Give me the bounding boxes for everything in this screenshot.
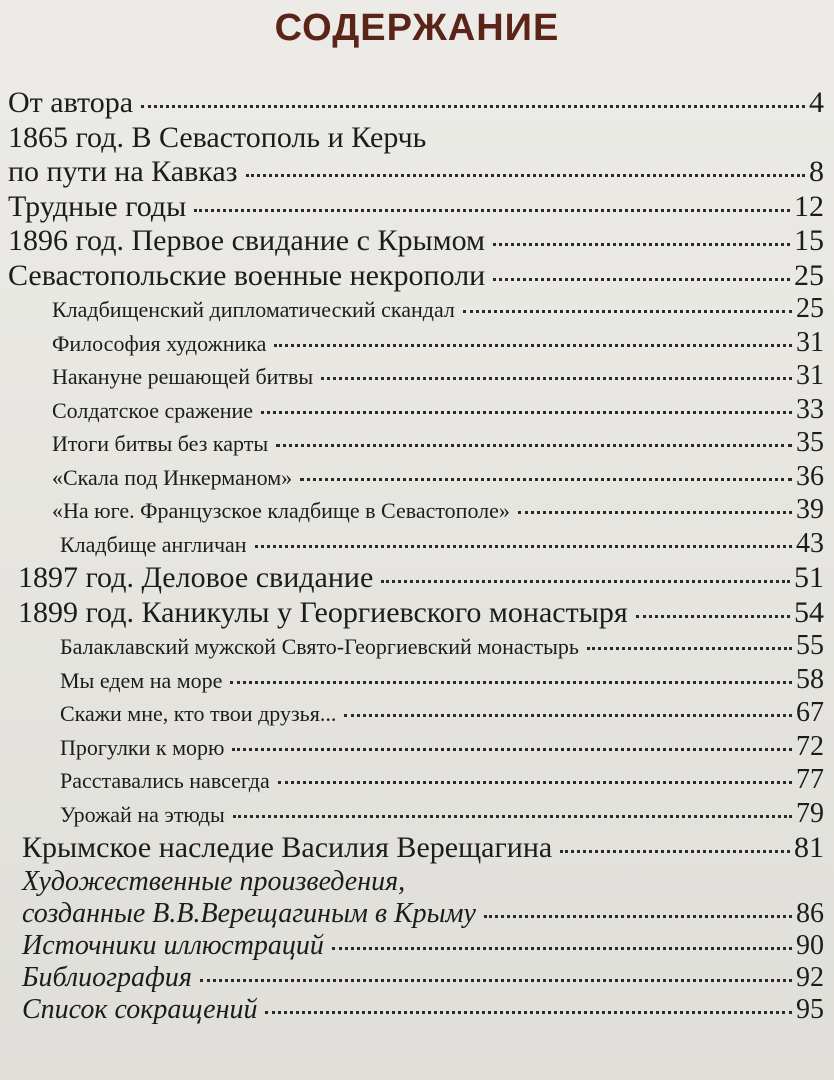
toc-entry-title: «Скала под Инкерманом» xyxy=(52,464,293,490)
dot-leader xyxy=(200,979,792,982)
toc-entry-title: Севастопольские военные некрополи xyxy=(8,258,486,292)
toc-entry xyxy=(0,224,834,259)
toc-entry xyxy=(0,898,834,930)
toc-entry-title: Балаклавский мужской Свято-Георгиевский монастырь xyxy=(60,634,579,659)
toc-entry-page: 15 xyxy=(794,224,824,257)
toc-entry-page: 95 xyxy=(796,993,824,1025)
toc-entry xyxy=(0,994,834,1026)
toc-entry-page: 54 xyxy=(794,595,824,629)
toc-entry-title: От автора xyxy=(8,86,134,119)
toc-entry-title: Кладбищенский дипломатический скандал xyxy=(52,297,455,322)
toc-entry-title: созданные В.В.Верещагиным в Крыму xyxy=(22,897,476,929)
toc-entry xyxy=(0,962,834,994)
toc-entry xyxy=(0,866,834,898)
dot-leader xyxy=(463,310,792,313)
toc-entry-title: по пути на Кавказ xyxy=(8,155,238,188)
dot-leader xyxy=(636,615,790,618)
toc-entry xyxy=(0,561,834,596)
toc-entry-title: Список сокращений xyxy=(22,993,258,1025)
toc-entry xyxy=(0,697,834,731)
dot-leader xyxy=(560,850,790,853)
dot-leader xyxy=(232,748,792,751)
toc-entry xyxy=(0,596,834,631)
toc-entry-title: 1899 год. Каникулы у Георгиевского монастыря xyxy=(18,595,628,629)
dot-leader xyxy=(321,377,792,380)
toc-entry-title: Солдатское сражение xyxy=(52,397,254,423)
dot-leader xyxy=(381,580,790,583)
toc-entry xyxy=(0,494,834,528)
toc-entry-title: Художественные произведения, xyxy=(22,865,406,897)
toc-entry-title: Скажи мне, кто твои друзья... xyxy=(60,701,337,726)
dot-leader xyxy=(344,714,792,717)
toc-entry xyxy=(0,664,834,698)
toc-entry xyxy=(0,930,834,962)
toc-entry-title: 1865 год. В Севастополь и Керчь xyxy=(8,120,427,154)
dot-leader xyxy=(194,209,790,212)
toc-entry-page: 72 xyxy=(796,730,824,762)
dot-leader xyxy=(278,781,792,784)
toc-entry xyxy=(0,630,834,664)
toc-entry-page: 86 xyxy=(796,897,824,929)
dot-leader xyxy=(587,647,792,650)
toc-entry xyxy=(0,461,834,495)
toc-entry-title: Библиография xyxy=(22,961,192,993)
toc-entry-title: Урожай на этюды xyxy=(60,801,225,827)
toc-entry xyxy=(0,360,834,394)
toc-entry xyxy=(0,86,834,121)
dot-leader xyxy=(276,444,792,447)
toc-entry-title: 1897 год. Деловое свидание xyxy=(18,561,374,594)
toc-entry-page: 8 xyxy=(809,155,824,188)
toc-entry-page: 81 xyxy=(794,831,824,864)
toc-entry-page: 92 xyxy=(796,961,824,993)
toc-entry xyxy=(0,259,834,294)
toc-entry-page: 25 xyxy=(794,258,824,292)
toc-entry-page: 12 xyxy=(794,189,824,223)
toc-entry-page: 31 xyxy=(796,360,824,391)
toc-entry-page: 51 xyxy=(794,561,824,594)
dot-leader xyxy=(255,545,792,548)
toc-entry-title: Крымское наследие Василия Верещагина xyxy=(22,831,553,864)
dot-leader xyxy=(493,243,790,246)
dot-leader xyxy=(265,1011,792,1014)
toc-entry-page: 36 xyxy=(796,460,824,492)
toc-entry-page: 79 xyxy=(796,797,824,829)
toc-entry xyxy=(0,293,834,327)
toc-entry xyxy=(0,427,834,461)
toc-entry xyxy=(0,121,834,156)
toc-entry-title: Кладбище англичан xyxy=(60,531,247,557)
toc-entry xyxy=(0,327,834,361)
toc-entry-page: 67 xyxy=(796,697,824,728)
toc-entry xyxy=(0,731,834,765)
toc-entry-page: 43 xyxy=(796,527,824,559)
toc-entry-title: Источники иллюстраций xyxy=(22,929,324,961)
toc-entry-page: 25 xyxy=(796,293,824,324)
toc-entry-title: Расставались навсегда xyxy=(60,768,270,793)
page-title: СОДЕРЖАНИЕ xyxy=(274,7,560,49)
toc-entry xyxy=(0,831,834,866)
toc-entry xyxy=(0,394,834,428)
toc-entry xyxy=(0,155,834,190)
dot-leader xyxy=(332,947,792,950)
toc-entry-page: 31 xyxy=(796,326,824,358)
toc-entry xyxy=(0,798,834,832)
dot-leader xyxy=(261,411,792,414)
toc-entry-page: 33 xyxy=(796,393,824,425)
toc-entry-page: 77 xyxy=(796,764,824,795)
dot-leader xyxy=(246,174,805,177)
toc-entry-title: Мы едем на море xyxy=(60,667,223,693)
toc-entry-page: 35 xyxy=(796,427,824,458)
toc-entry-title: «На юге. Французское кладбище в Севастополе» xyxy=(52,498,510,523)
dot-leader xyxy=(484,915,792,918)
toc-entry-page: 39 xyxy=(796,494,824,525)
toc-entry-title: Итоги битвы без карты xyxy=(52,431,269,456)
dot-leader xyxy=(233,815,792,818)
toc-entry-title: 1896 год. Первое свидание с Крымом xyxy=(8,224,485,257)
toc-entry xyxy=(0,764,834,798)
toc-entry-page: 58 xyxy=(796,663,824,695)
toc-entry xyxy=(0,528,834,562)
toc-entry xyxy=(0,190,834,225)
dot-leader xyxy=(300,478,792,481)
toc-entry-page: 4 xyxy=(809,86,824,119)
dot-leader xyxy=(274,344,792,347)
toc-entry-page: 90 xyxy=(796,929,824,961)
toc-entry-page: 55 xyxy=(796,630,824,661)
toc-entry-title: Прогулки к морю xyxy=(60,734,225,760)
toc-entry-title: Философия художника xyxy=(52,330,267,356)
toc-entry-title: Трудные годы xyxy=(8,189,187,223)
dot-leader xyxy=(230,681,792,684)
dot-leader xyxy=(518,511,792,514)
toc-entry-title: Накануне решающей битвы xyxy=(52,364,314,389)
dot-leader xyxy=(493,278,790,281)
dot-leader xyxy=(141,105,805,108)
table-of-contents xyxy=(0,86,834,1026)
